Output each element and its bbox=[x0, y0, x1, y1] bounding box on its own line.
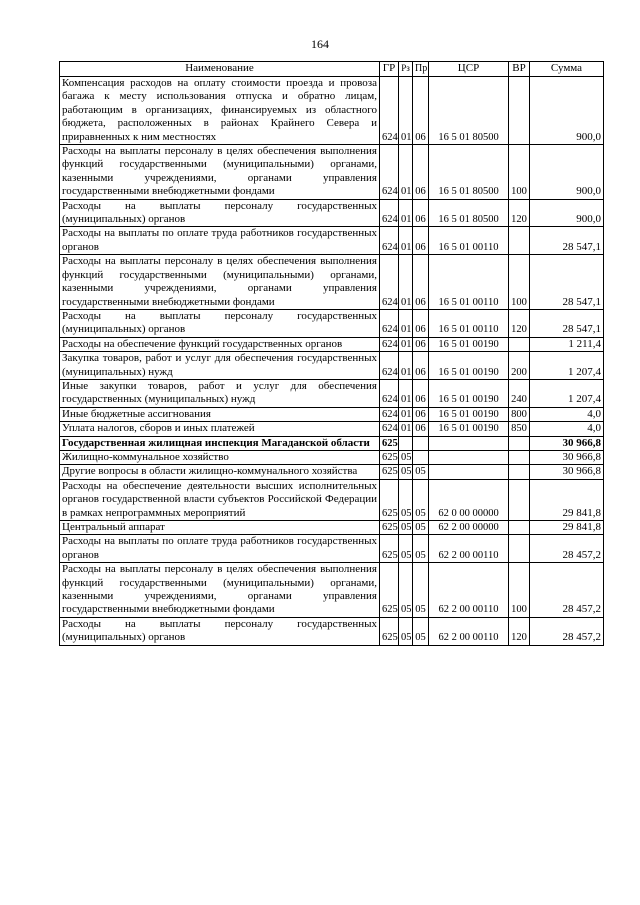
row-csr-cell: 16 5 01 00110 bbox=[429, 255, 509, 310]
row-vr-cell bbox=[509, 479, 530, 520]
row-gr-cell: 624 bbox=[380, 422, 399, 436]
row-sum-cell: 30 966,8 bbox=[530, 465, 604, 479]
row-pr-cell: 06 bbox=[413, 309, 429, 337]
row-csr-cell: 16 5 01 00190 bbox=[429, 337, 509, 351]
row-pr-cell: 06 bbox=[413, 199, 429, 227]
row-sum-cell: 28 547,1 bbox=[530, 227, 604, 255]
row-rz-cell: 01 bbox=[399, 227, 413, 255]
row-name-cell: Жилищно-коммунальное хозяйство bbox=[60, 450, 380, 464]
row-rz-cell: 01 bbox=[399, 337, 413, 351]
row-csr-cell: 16 5 01 00190 bbox=[429, 352, 509, 380]
row-rz-cell bbox=[399, 436, 413, 450]
row-vr-cell bbox=[509, 535, 530, 563]
row-gr-cell: 625 bbox=[380, 535, 399, 563]
table-row bbox=[60, 379, 604, 407]
row-pr-cell bbox=[413, 450, 429, 464]
table-row bbox=[60, 450, 604, 464]
row-rz-cell: 05 bbox=[399, 479, 413, 520]
row-rz-cell: 05 bbox=[399, 535, 413, 563]
row-sum-cell: 900,0 bbox=[530, 199, 604, 227]
row-sum-cell: 28 457,2 bbox=[530, 535, 604, 563]
row-gr-cell: 624 bbox=[380, 77, 399, 145]
table-row bbox=[60, 617, 604, 645]
row-sum-cell: 30 966,8 bbox=[530, 436, 604, 450]
row-vr-cell: 800 bbox=[509, 407, 530, 421]
row-gr-cell: 624 bbox=[380, 407, 399, 421]
row-pr-cell: 05 bbox=[413, 479, 429, 520]
header-name: Наименование bbox=[60, 62, 380, 77]
row-rz-cell: 01 bbox=[399, 379, 413, 407]
table-row bbox=[60, 563, 604, 618]
table-row bbox=[60, 521, 604, 535]
row-pr-cell: 05 bbox=[413, 521, 429, 535]
row-csr-cell bbox=[429, 465, 509, 479]
row-name-cell: Расходы на выплаты персоналу государственных (муниципальных) органов bbox=[60, 617, 380, 645]
row-sum-cell: 900,0 bbox=[530, 145, 604, 200]
row-csr-cell bbox=[429, 436, 509, 450]
row-gr-cell: 624 bbox=[380, 352, 399, 380]
header-rz: Рз bbox=[399, 62, 413, 77]
row-sum-cell: 29 841,8 bbox=[530, 521, 604, 535]
row-pr-cell: 06 bbox=[413, 227, 429, 255]
row-csr-cell: 16 5 01 80500 bbox=[429, 77, 509, 145]
row-gr-cell: 625 bbox=[380, 436, 399, 450]
row-csr-cell: 16 5 01 80500 bbox=[429, 199, 509, 227]
row-pr-cell: 06 bbox=[413, 337, 429, 351]
row-sum-cell: 28 457,2 bbox=[530, 617, 604, 645]
row-pr-cell: 05 bbox=[413, 617, 429, 645]
row-csr-cell: 62 0 00 00000 bbox=[429, 479, 509, 520]
row-sum-cell: 4,0 bbox=[530, 422, 604, 436]
table-row bbox=[60, 337, 604, 351]
row-name-cell: Иные бюджетные ассигнования bbox=[60, 407, 380, 421]
row-pr-cell: 05 bbox=[413, 465, 429, 479]
row-name-cell: Иные закупки товаров, работ и услуг для обеспечения государственных (муниципальных) нужд bbox=[60, 379, 380, 407]
header-csr: ЦСР bbox=[429, 62, 509, 77]
row-rz-cell: 05 bbox=[399, 521, 413, 535]
row-sum-cell: 28 457,2 bbox=[530, 563, 604, 618]
row-rz-cell: 01 bbox=[399, 407, 413, 421]
row-vr-cell: 120 bbox=[509, 199, 530, 227]
header-gr: ГР bbox=[380, 62, 399, 77]
row-vr-cell: 120 bbox=[509, 309, 530, 337]
row-sum-cell: 1 211,4 bbox=[530, 337, 604, 351]
table-row bbox=[60, 436, 604, 450]
row-name-cell: Расходы на обеспечение деятельности высших исполнительных органов государственной власти субъектов Российской Федерации в рамках непрограммных мероприятий bbox=[60, 479, 380, 520]
row-csr-cell: 62 2 00 00000 bbox=[429, 521, 509, 535]
row-pr-cell: 06 bbox=[413, 77, 429, 145]
table-row bbox=[60, 199, 604, 227]
row-csr-cell: 16 5 01 00110 bbox=[429, 227, 509, 255]
row-csr-cell: 16 5 01 00190 bbox=[429, 407, 509, 421]
row-name-cell: Расходы на выплаты персоналу государственных (муниципальных) органов bbox=[60, 309, 380, 337]
row-vr-cell: 240 bbox=[509, 379, 530, 407]
row-vr-cell bbox=[509, 465, 530, 479]
row-gr-cell: 625 bbox=[380, 521, 399, 535]
table-row bbox=[60, 352, 604, 380]
row-gr-cell: 625 bbox=[380, 563, 399, 618]
row-rz-cell: 01 bbox=[399, 77, 413, 145]
row-gr-cell: 625 bbox=[380, 617, 399, 645]
row-name-cell: Другие вопросы в области жилищно-коммунального хозяйства bbox=[60, 465, 380, 479]
row-csr-cell bbox=[429, 450, 509, 464]
row-csr-cell: 16 5 01 00190 bbox=[429, 379, 509, 407]
row-rz-cell: 01 bbox=[399, 255, 413, 310]
row-name-cell: Компенсация расходов на оплату стоимости проезда и провоза багажа к месту использования отпуска и обратно лицам, работающим в организациях, финансируемых из областного бюджета, расположенных в районах Крайнего Севера и приравненных к ним местностях bbox=[60, 77, 380, 145]
row-vr-cell bbox=[509, 450, 530, 464]
row-gr-cell: 625 bbox=[380, 450, 399, 464]
row-vr-cell bbox=[509, 227, 530, 255]
table-row bbox=[60, 465, 604, 479]
table-row bbox=[60, 255, 604, 310]
row-gr-cell: 624 bbox=[380, 255, 399, 310]
row-name-cell: Расходы на выплаты персоналу в целях обеспечения выполнения функций государственными (муниципальными) органами, казенными учреждениями, органами управления государственными внебюджетными фондами bbox=[60, 563, 380, 618]
row-pr-cell: 06 bbox=[413, 255, 429, 310]
row-sum-cell: 30 966,8 bbox=[530, 450, 604, 464]
row-vr-cell bbox=[509, 436, 530, 450]
row-pr-cell: 06 bbox=[413, 422, 429, 436]
row-name-cell: Расходы на выплаты по оплате труда работников государственных органов bbox=[60, 227, 380, 255]
table-row bbox=[60, 145, 604, 200]
row-name-cell: Расходы на обеспечение функций государственных органов bbox=[60, 337, 380, 351]
row-rz-cell: 01 bbox=[399, 309, 413, 337]
row-vr-cell bbox=[509, 521, 530, 535]
row-name-cell: Закупка товаров, работ и услуг для обеспечения государственных (муниципальных) нужд bbox=[60, 352, 380, 380]
row-name-cell: Расходы на выплаты персоналу государственных (муниципальных) органов bbox=[60, 199, 380, 227]
row-sum-cell: 28 547,1 bbox=[530, 255, 604, 310]
row-vr-cell: 100 bbox=[509, 563, 530, 618]
row-sum-cell: 4,0 bbox=[530, 407, 604, 421]
row-rz-cell: 01 bbox=[399, 199, 413, 227]
row-vr-cell: 100 bbox=[509, 145, 530, 200]
row-pr-cell: 06 bbox=[413, 352, 429, 380]
row-vr-cell bbox=[509, 337, 530, 351]
row-vr-cell: 200 bbox=[509, 352, 530, 380]
row-name-cell: Расходы на выплаты персоналу в целях обеспечения выполнения функций государственными (муниципальными) органами, казенными учреждениями, органами управления государственными внебюджетными фондами bbox=[60, 255, 380, 310]
row-pr-cell: 06 bbox=[413, 407, 429, 421]
row-pr-cell bbox=[413, 436, 429, 450]
table-row bbox=[60, 479, 604, 520]
row-pr-cell: 06 bbox=[413, 145, 429, 200]
row-gr-cell: 624 bbox=[380, 379, 399, 407]
row-vr-cell bbox=[509, 77, 530, 145]
row-vr-cell: 100 bbox=[509, 255, 530, 310]
row-csr-cell: 16 5 01 00190 bbox=[429, 422, 509, 436]
row-sum-cell: 1 207,4 bbox=[530, 352, 604, 380]
row-rz-cell: 05 bbox=[399, 617, 413, 645]
row-rz-cell: 01 bbox=[399, 422, 413, 436]
row-csr-cell: 16 5 01 00110 bbox=[429, 309, 509, 337]
row-sum-cell: 29 841,8 bbox=[530, 479, 604, 520]
row-vr-cell: 120 bbox=[509, 617, 530, 645]
header-vr: ВР bbox=[509, 62, 530, 77]
row-name-cell: Расходы на выплаты по оплате труда работников государственных органов bbox=[60, 535, 380, 563]
row-gr-cell: 624 bbox=[380, 337, 399, 351]
row-rz-cell: 01 bbox=[399, 145, 413, 200]
table-row bbox=[60, 77, 604, 145]
row-rz-cell: 01 bbox=[399, 352, 413, 380]
table-body bbox=[60, 77, 604, 646]
row-gr-cell: 624 bbox=[380, 227, 399, 255]
row-gr-cell: 624 bbox=[380, 145, 399, 200]
row-gr-cell: 624 bbox=[380, 199, 399, 227]
header-sum: Сумма bbox=[530, 62, 604, 77]
header-pr: Пр bbox=[413, 62, 429, 77]
row-gr-cell: 625 bbox=[380, 465, 399, 479]
row-pr-cell: 05 bbox=[413, 563, 429, 618]
row-rz-cell: 05 bbox=[399, 465, 413, 479]
row-gr-cell: 625 bbox=[380, 479, 399, 520]
budget-table bbox=[59, 61, 604, 646]
row-sum-cell: 28 547,1 bbox=[530, 309, 604, 337]
row-sum-cell: 900,0 bbox=[530, 77, 604, 145]
row-sum-cell: 1 207,4 bbox=[530, 379, 604, 407]
table-row bbox=[60, 535, 604, 563]
row-name-cell: Расходы на выплаты персоналу в целях обеспечения выполнения функций государственными (муниципальными) органами, казенными учреждениями, органами управления государственными внебюджетными фондами bbox=[60, 145, 380, 200]
row-pr-cell: 05 bbox=[413, 535, 429, 563]
table-row bbox=[60, 407, 604, 421]
table-row bbox=[60, 422, 604, 436]
row-name-cell: Центральный аппарат bbox=[60, 521, 380, 535]
table-row bbox=[60, 227, 604, 255]
row-csr-cell: 62 2 00 00110 bbox=[429, 535, 509, 563]
row-csr-cell: 62 2 00 00110 bbox=[429, 563, 509, 618]
row-pr-cell: 06 bbox=[413, 379, 429, 407]
row-vr-cell: 850 bbox=[509, 422, 530, 436]
row-gr-cell: 624 bbox=[380, 309, 399, 337]
page-number: 164 bbox=[311, 37, 329, 51]
row-name-cell: Государственная жилищная инспекция Магаданской области bbox=[60, 436, 380, 450]
row-rz-cell: 05 bbox=[399, 450, 413, 464]
row-csr-cell: 16 5 01 80500 bbox=[429, 145, 509, 200]
table-header-row bbox=[60, 62, 604, 77]
row-csr-cell: 62 2 00 00110 bbox=[429, 617, 509, 645]
table-row bbox=[60, 309, 604, 337]
row-name-cell: Уплата налогов, сборов и иных платежей bbox=[60, 422, 380, 436]
row-rz-cell: 05 bbox=[399, 563, 413, 618]
